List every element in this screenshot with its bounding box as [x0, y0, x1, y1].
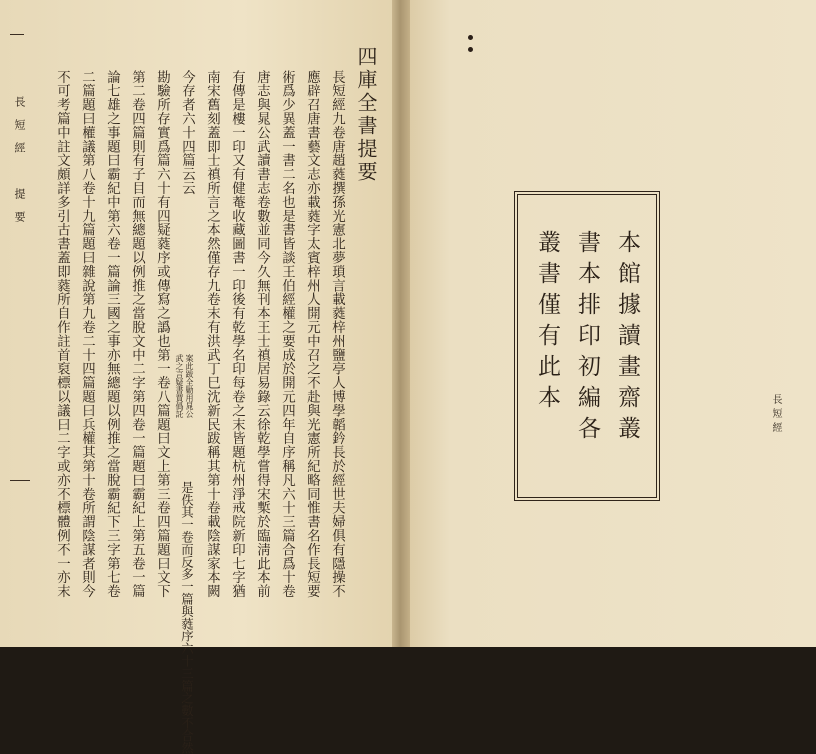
page-title: 四庫全書提要: [354, 46, 378, 184]
text-column-6: 南宋舊刻蓋即士禛所言之本然僅存九卷末有洪武丁巳沈新民跋稱其第十卷載陰謀家本闕: [204, 70, 220, 599]
colophon-line-2: 書本排印初編各: [574, 230, 600, 447]
text-column-2: 應辟召唐書藝文志亦載蕤字太賓梓州人開元中召之不赴與光憲所紀略同惟書名作長短要: [304, 70, 320, 599]
ink-marks: [466, 32, 476, 56]
text-column-11: 二篇題曰權議第八卷十九篇題曰雜說第九卷二十四篇題曰兵權其第十卷所謂陰謀者則今: [79, 70, 95, 599]
text-column-12: 不可考篇中註文頗詳多引古書蓋即蕤所自作註首裒標以議曰二字或亦不標體例不一亦末: [54, 70, 70, 599]
text-column-3: 術爲少異蓋一書二名也是書皆談王伯經權之要成於開元四年自序稱凡六十三篇合爲十卷: [279, 70, 295, 599]
text-column-10: 論七雄之事題曰霸紀中第六卷一篇論三國之事亦無總題以例推之當脫霸紀下三字第七卷: [104, 70, 120, 599]
inline-note-line-1: 案此跋全勦用晁公: [185, 354, 194, 418]
margin-rule-top: [10, 34, 24, 35]
spine-label: 長短經: [770, 394, 781, 436]
text-column-7-tail: 是佚其一卷而反多一篇與蕤序六十三篇之數不合然: [179, 481, 195, 754]
inline-note: [175, 354, 195, 474]
colophon-line-1: 本館據讀畫齋叢: [614, 230, 640, 447]
margin-rule-bottom: [10, 480, 30, 481]
text-column-5: 有傳是樓一印又有健菴收藏圖書一印後有乾學名印每卷之末皆題杭州淨戒院新印七字猶: [229, 70, 245, 599]
book-gutter: [392, 0, 410, 647]
text-column-9: 第二卷四篇則有子目而無總題以例推之當脫文中二字第四卷一篇題曰霸紀上第五卷一篇: [129, 70, 145, 599]
text-column-8: 勘驗所存實爲篇六十有四疑蕤序或傳寫之譌也第一卷八篇題曰文上第三卷四篇題曰文下: [154, 70, 170, 599]
text-column-4: 唐志與晁公武讀書志卷數並同今久無刊本王士禛居易錄云徐乾學嘗得宋槧於臨淸此本前: [254, 70, 270, 599]
colophon-frame: [514, 191, 660, 501]
colophon-line-3: 叢書僅有此本: [534, 230, 560, 416]
text-column-1: 長短經九卷唐趙蕤撰孫光憲北夢瑣言載蕤梓州鹽亭人博學韜鈐長於經世夫婦俱有隱操不: [329, 70, 345, 599]
text-column-7: 今存者六十四篇云云: [179, 70, 195, 196]
inline-note-line-2: 武之言疑書賈僞託: [175, 354, 184, 418]
running-head: 長短經 提要: [13, 96, 26, 234]
